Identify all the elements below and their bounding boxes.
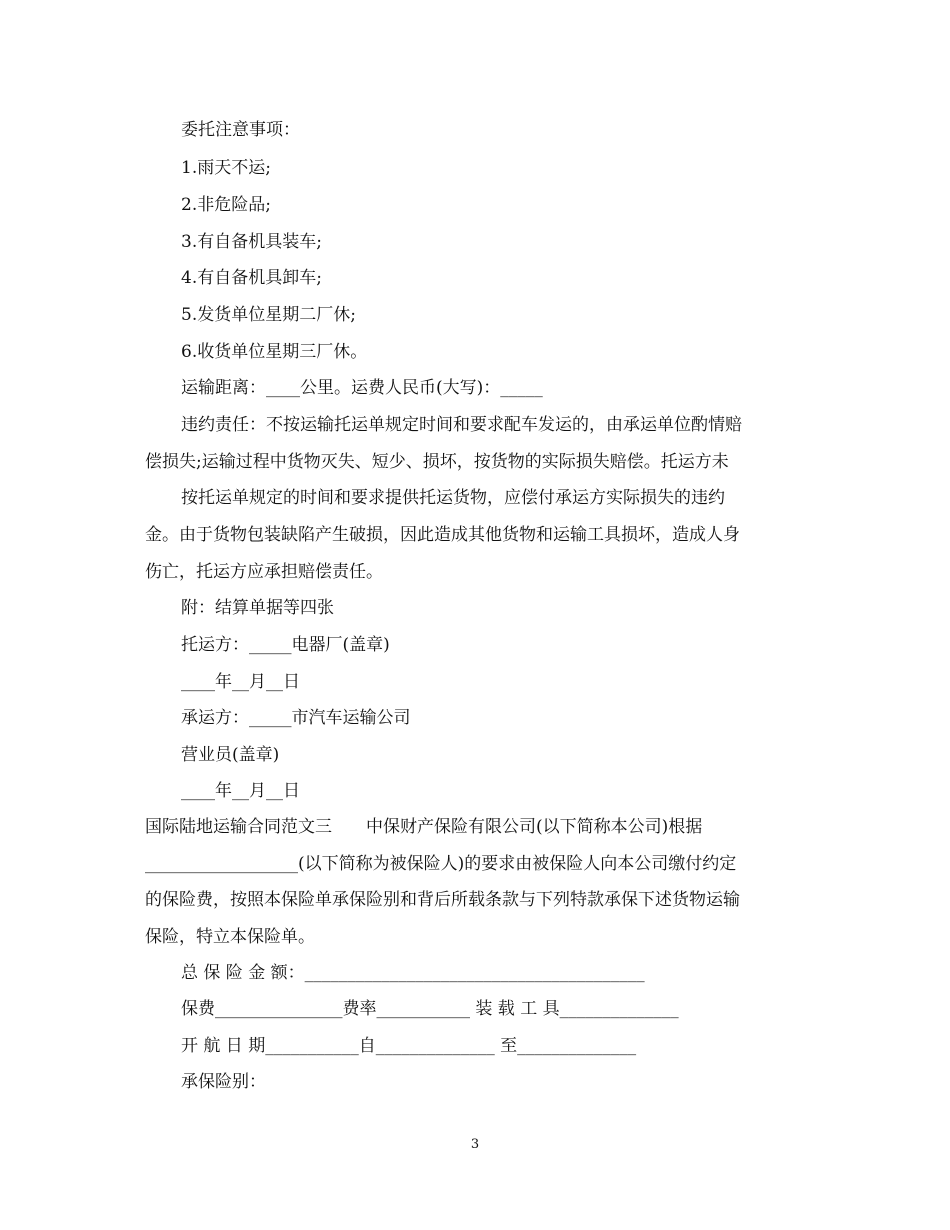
shipper-line: 托运方：_____电器厂(盖章) [181, 635, 390, 655]
notice-item-6: 6.收货单位星期三厂休。 [181, 342, 368, 362]
notice-item-2: 2.非危险品; [181, 195, 271, 215]
total-insured-amount-line: 总 保 险 金 额：________________________________________ [181, 963, 645, 983]
notice-item-1: 1.雨天不运; [181, 158, 271, 178]
premium-rate-vehicle-line: 保费_______________费率___________ 装 载 工 具______________ [181, 999, 679, 1019]
insurance-intro-line-1: 国际陆地运输合同范文三 中保财产保险有限公司(以下简称本公司)根据 [145, 817, 703, 837]
clerk-line: 营业员(盖章) [181, 745, 280, 765]
liability-paragraph-line-2: 偿损失;运输过程中货物灭失、短少、损坏，按货物的实际损失赔偿。托运方未 [145, 452, 729, 472]
insurance-intro-line-3: 的保险费，按照本保险单承保险别和背后所载条款与下列特款承保下述货物运输 [145, 890, 740, 910]
insurance-intro-line-2: __________________(以下简称为被保险人)的要求由被保险人向本公司缴付约定 [145, 854, 737, 874]
notice-item-3: 3.有自备机具装车; [181, 232, 322, 252]
liability-paragraph-line-1: 违约责任：不按运输托运单规定时间和要求配车发运的，由承运单位酌情赔 [181, 415, 742, 435]
liability-paragraph-line-3: 按托运单规定的时间和要求提供托运货物，应偿付承运方实际损失的违约 [181, 488, 725, 508]
liability-paragraph-line-5: 伤亡，托运方应承担赔偿责任。 [145, 562, 383, 582]
page-number: 3 [470, 1137, 480, 1152]
carrier-date-line: ____年__月__日 [181, 781, 300, 801]
notice-item-4: 4.有自备机具卸车; [181, 268, 322, 288]
liability-paragraph-line-4: 金。由于货物包装缺陷产生破损，因此造成其他货物和运输工具损坏，造成人身 [145, 525, 740, 545]
carrier-line: 承运方：_____市汽车运输公司 [181, 708, 411, 728]
attachment-line: 附：结算单据等四张 [181, 598, 334, 618]
coverage-line: 承保险别： [181, 1072, 266, 1092]
insurance-intro-line-4: 保险，特立本保险单。 [145, 927, 315, 947]
shipper-date-line: ____年__月__日 [181, 672, 300, 692]
notice-item-5: 5.发货单位星期二厂休; [181, 305, 356, 325]
departure-date-line: 开 航 日 期___________自______________ 至______________ [181, 1036, 637, 1056]
distance-fee-line: 运输距离：____公里。运费人民币(大写)：_____ [181, 378, 543, 398]
notice-heading: 委托注意事项： [181, 120, 300, 140]
